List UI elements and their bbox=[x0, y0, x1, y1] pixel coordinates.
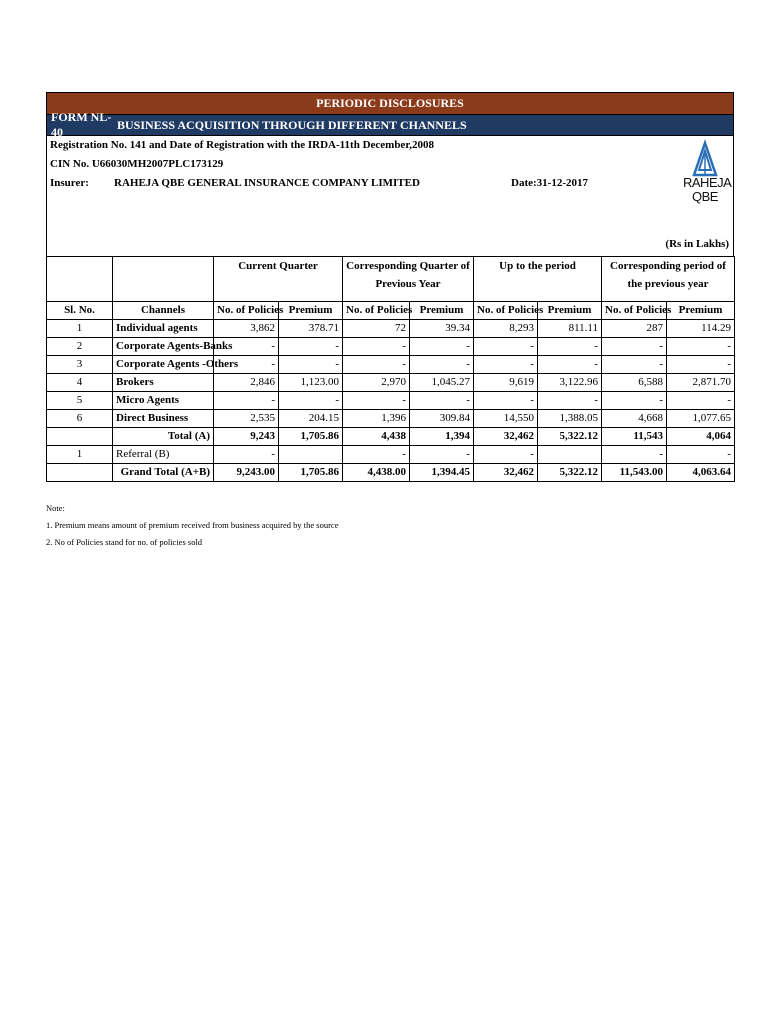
value-cell: - bbox=[474, 356, 538, 374]
insurer-label: Insurer: bbox=[50, 177, 89, 189]
referral-value: - bbox=[474, 446, 538, 464]
channel-name-cell: Micro Agents bbox=[113, 392, 214, 410]
grand-total-value: 9,243.00 bbox=[214, 464, 279, 482]
note-heading: Note: bbox=[46, 503, 65, 513]
insurer-line bbox=[50, 177, 420, 189]
col-premium-pq: Premium bbox=[410, 302, 474, 320]
value-cell: 309.84 bbox=[410, 410, 474, 428]
grand-total-label: Grand Total (A+B) bbox=[113, 464, 214, 482]
value-cell: - bbox=[214, 356, 279, 374]
col-policies-up: No. of Policies bbox=[474, 302, 538, 320]
logo-mark-icon bbox=[693, 142, 717, 176]
value-cell: - bbox=[410, 392, 474, 410]
col-premium-cq: Premium bbox=[279, 302, 343, 320]
logo-text-raheja: RAHEJA bbox=[683, 175, 732, 190]
unit-label: (Rs in Lakhs) bbox=[665, 238, 729, 250]
referral-row bbox=[47, 446, 735, 464]
value-cell: - bbox=[279, 392, 343, 410]
sl-no-cell: 1 bbox=[47, 446, 113, 464]
sl-no-cell: 3 bbox=[47, 356, 113, 374]
col-policies-cq: No. of Policies bbox=[214, 302, 279, 320]
company-logo bbox=[683, 142, 732, 222]
sl-no-cell: 6 bbox=[47, 410, 113, 428]
table-body bbox=[47, 302, 735, 482]
value-cell: 378.71 bbox=[279, 320, 343, 338]
col-policies-pp: No. of Policies bbox=[602, 302, 667, 320]
value-cell: - bbox=[343, 338, 410, 356]
value-cell: 2,535 bbox=[214, 410, 279, 428]
value-cell: - bbox=[602, 338, 667, 356]
table-row bbox=[47, 392, 735, 410]
grand-total-value: 4,438.00 bbox=[343, 464, 410, 482]
value-cell: 72 bbox=[343, 320, 410, 338]
value-cell: - bbox=[214, 392, 279, 410]
form-title: BUSINESS ACQUISITION THROUGH DIFFERENT CHANNELS bbox=[117, 117, 467, 132]
group-prev-period: Corresponding period of the previous year bbox=[602, 257, 735, 302]
total-a-value: 1,394 bbox=[410, 428, 474, 446]
total-a-value: 32,462 bbox=[474, 428, 538, 446]
col-channels: Channels bbox=[113, 302, 214, 320]
sl-no-cell: 4 bbox=[47, 374, 113, 392]
referral-value: - bbox=[667, 446, 735, 464]
referral-value: - bbox=[214, 446, 279, 464]
referral-value: - bbox=[410, 446, 474, 464]
logo-text-qbe: QBE bbox=[692, 189, 718, 204]
value-cell: - bbox=[474, 338, 538, 356]
form-number: FORM NL-40 bbox=[51, 110, 112, 139]
value-cell: 1,388.05 bbox=[538, 410, 602, 428]
form-header bbox=[46, 110, 734, 139]
referral-value: - bbox=[602, 446, 667, 464]
total-a-row bbox=[47, 428, 735, 446]
value-cell: - bbox=[279, 338, 343, 356]
empty-cell bbox=[47, 464, 113, 482]
sl-no-cell: 2 bbox=[47, 338, 113, 356]
value-cell: - bbox=[279, 356, 343, 374]
report-date: Date:31-12-2017 bbox=[511, 177, 588, 189]
table-row bbox=[47, 338, 735, 356]
referral-value: - bbox=[343, 446, 410, 464]
value-cell: 3,122.96 bbox=[538, 374, 602, 392]
column-header-row bbox=[47, 302, 735, 320]
channel-name-cell: Individual agents bbox=[113, 320, 214, 338]
grand-total-row bbox=[47, 464, 735, 482]
total-a-value: 4,064 bbox=[667, 428, 735, 446]
disclosure-sheet bbox=[46, 92, 734, 482]
total-a-value: 9,243 bbox=[214, 428, 279, 446]
total-a-value: 11,543 bbox=[602, 428, 667, 446]
grand-total-value: 1,394.45 bbox=[410, 464, 474, 482]
col-slno: Sl. No. bbox=[47, 302, 113, 320]
value-cell: 2,871.70 bbox=[667, 374, 735, 392]
value-cell: 2,846 bbox=[214, 374, 279, 392]
value-cell: - bbox=[602, 392, 667, 410]
col-premium-pp: Premium bbox=[667, 302, 735, 320]
value-cell: - bbox=[343, 392, 410, 410]
value-cell: - bbox=[474, 392, 538, 410]
note-2: 2. No of Policies stand for no. of policies sold bbox=[46, 537, 203, 547]
insurer-name: RAHEJA QBE GENERAL INSURANCE COMPANY LIMITED bbox=[114, 177, 420, 189]
grand-total-value: 1,705.86 bbox=[279, 464, 343, 482]
referral-label: Referral (B) bbox=[113, 446, 214, 464]
value-cell: - bbox=[667, 392, 735, 410]
value-cell: 6,588 bbox=[602, 374, 667, 392]
registration-line: Registration No. 141 and Date of Registration with the IRDA-11th December,2008 bbox=[50, 139, 434, 151]
sl-no-cell: 1 bbox=[47, 320, 113, 338]
value-cell: 3,862 bbox=[214, 320, 279, 338]
referral-value bbox=[538, 446, 602, 464]
value-cell: - bbox=[214, 338, 279, 356]
group-current-quarter: Current Quarter bbox=[214, 257, 343, 302]
total-a-value: 1,705.86 bbox=[279, 428, 343, 446]
value-cell: 287 bbox=[602, 320, 667, 338]
value-cell: 1,123.00 bbox=[279, 374, 343, 392]
value-cell: 204.15 bbox=[279, 410, 343, 428]
referral-value bbox=[279, 446, 343, 464]
value-cell: 14,550 bbox=[474, 410, 538, 428]
notes bbox=[46, 500, 338, 551]
grand-total-value: 32,462 bbox=[474, 464, 538, 482]
grand-total-value: 5,322.12 bbox=[538, 464, 602, 482]
value-cell: - bbox=[602, 356, 667, 374]
value-cell: 1,396 bbox=[343, 410, 410, 428]
value-cell: - bbox=[410, 356, 474, 374]
table-row bbox=[47, 410, 735, 428]
value-cell: - bbox=[538, 338, 602, 356]
grand-total-value: 4,063.64 bbox=[667, 464, 735, 482]
total-a-value: 4,438 bbox=[343, 428, 410, 446]
channel-name-cell: Corporate Agents-Banks bbox=[113, 338, 214, 356]
table-row bbox=[47, 356, 735, 374]
value-cell: - bbox=[343, 356, 410, 374]
value-cell: 2,970 bbox=[343, 374, 410, 392]
value-cell: 9,619 bbox=[474, 374, 538, 392]
empty-cell bbox=[47, 428, 113, 446]
total-a-value: 5,322.12 bbox=[538, 428, 602, 446]
table-row bbox=[47, 320, 735, 338]
value-cell: 114.29 bbox=[667, 320, 735, 338]
table-row bbox=[47, 374, 735, 392]
col-premium-up: Premium bbox=[538, 302, 602, 320]
value-cell: 1,077.65 bbox=[667, 410, 735, 428]
grand-total-value: 11,543.00 bbox=[602, 464, 667, 482]
value-cell: 4,668 bbox=[602, 410, 667, 428]
channel-name-cell: Direct Business bbox=[113, 410, 214, 428]
value-cell: - bbox=[538, 356, 602, 374]
col-policies-pq: No. of Policies bbox=[343, 302, 410, 320]
value-cell: - bbox=[667, 356, 735, 374]
sl-no-cell: 5 bbox=[47, 392, 113, 410]
table-header bbox=[47, 257, 735, 302]
value-cell: - bbox=[667, 338, 735, 356]
value-cell: - bbox=[410, 338, 474, 356]
channel-name-cell: Corporate Agents -Others bbox=[113, 356, 214, 374]
group-prev-quarter: Corresponding Quarter of Previous Year bbox=[343, 257, 474, 302]
banner: PERIODIC DISCLOSURES bbox=[46, 92, 734, 114]
note-1: 1. Premium means amount of premium received from business acquired by the source bbox=[46, 520, 339, 530]
value-cell: - bbox=[538, 392, 602, 410]
channels-table bbox=[46, 256, 735, 482]
value-cell: 1,045.27 bbox=[410, 374, 474, 392]
channel-name-cell: Brokers bbox=[113, 374, 214, 392]
total-a-label: Total (A) bbox=[113, 428, 214, 446]
cin-line: CIN No. U66030MH2007PLC173129 bbox=[50, 158, 224, 170]
value-cell: 8,293 bbox=[474, 320, 538, 338]
info-block bbox=[46, 136, 734, 256]
value-cell: 39.34 bbox=[410, 320, 474, 338]
value-cell: 811.11 bbox=[538, 320, 602, 338]
group-up-to-period: Up to the period bbox=[474, 257, 602, 302]
